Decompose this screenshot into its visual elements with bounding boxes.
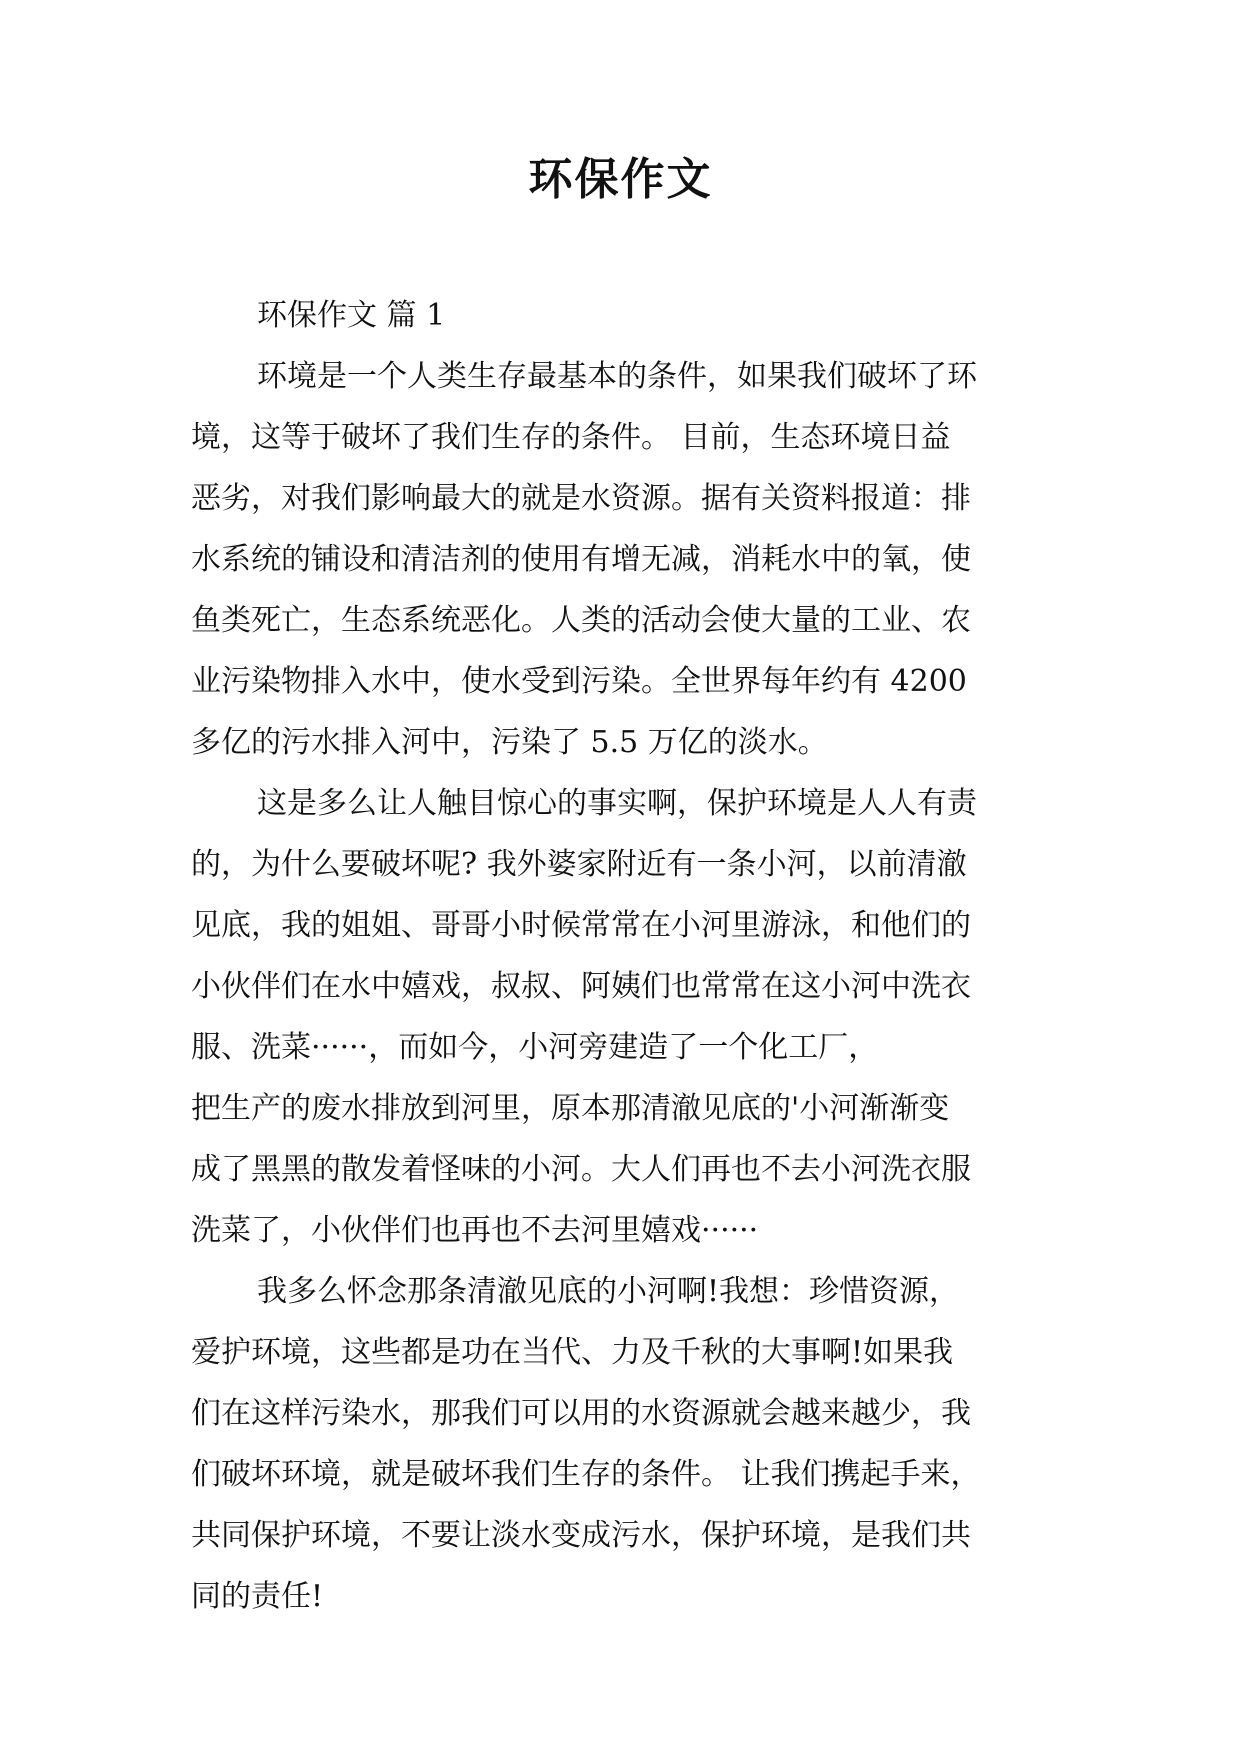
paragraph-line: 服、洗菜······，而如今，小河旁建造了一个化工厂， <box>191 1030 879 1065</box>
paragraph-line: 见底，我的姐姐、哥哥小时候常常在小河里游泳，和他们的 <box>191 908 971 943</box>
paragraph-line: 们在这样污染水，那我们可以用的水资源就会越来越少，我 <box>191 1396 971 1431</box>
paragraph-line: 水系统的铺设和清洁剂的使用有增无减，消耗水中的氧，使 <box>191 542 971 577</box>
paragraph-line: 成了黑黑的散发着怪味的小河。大人们再也不去小河洗衣服 <box>191 1152 971 1187</box>
paragraph-2 <box>191 773 1051 1261</box>
paragraph-3 <box>191 1261 1051 1627</box>
document-title: 环保作文 <box>528 154 713 205</box>
paragraph-line: 洗菜了，小伙伴们也再也不去河里嬉戏······ <box>191 1213 759 1248</box>
paragraph-line: 这是多么让人触目惊心的事实啊，保护环境是人人有责 <box>257 786 977 821</box>
paragraph-line: 把生产的废水排放到河里，原本那清澈见底的'小河渐渐变 <box>191 1091 950 1126</box>
paragraph-line: 业污染物排入水中，使水受到污染。全世界每年约有 4200 <box>191 664 967 699</box>
paragraph-line: 爱护环境，这些都是功在当代、力及千秋的大事啊!如果我 <box>191 1335 954 1370</box>
paragraph-line: 的，为什么要破坏呢? 我外婆家附近有一条小河，以前清澈 <box>191 847 967 882</box>
paragraph-line: 鱼类死亡，生态系统恶化。人类的活动会使大量的工业、农 <box>191 603 971 638</box>
paragraph-line: 境，这等于破坏了我们生存的条件。 目前，生态环境日益 <box>191 420 951 455</box>
paragraph-line: 我多么怀念那条清澈见底的小河啊!我想：珍惜资源， <box>257 1274 960 1309</box>
section-heading: 环保作文 篇 1 <box>257 298 446 333</box>
paragraph-line: 同的责任! <box>191 1579 324 1614</box>
paragraph-line: 恶劣，对我们影响最大的就是水资源。据有关资料报道：排 <box>191 481 971 516</box>
document-body <box>191 285 1051 1627</box>
paragraph-line: 们破坏环境，就是破坏我们生存的条件。 让我们携起手来， <box>191 1457 981 1492</box>
paragraph-1 <box>191 346 1051 773</box>
paragraph-line: 多亿的污水排入河中，污染了 5.5 万亿的淡水。 <box>191 725 828 760</box>
paragraph-line: 环境是一个人类生存最基本的条件，如果我们破坏了环 <box>257 359 977 394</box>
paragraph-line: 共同保护环境，不要让淡水变成污水，保护环境，是我们共 <box>191 1518 971 1553</box>
paragraph-line: 小伙伴们在水中嬉戏，叔叔、阿姨们也常常在这小河中洗衣 <box>191 969 971 1004</box>
